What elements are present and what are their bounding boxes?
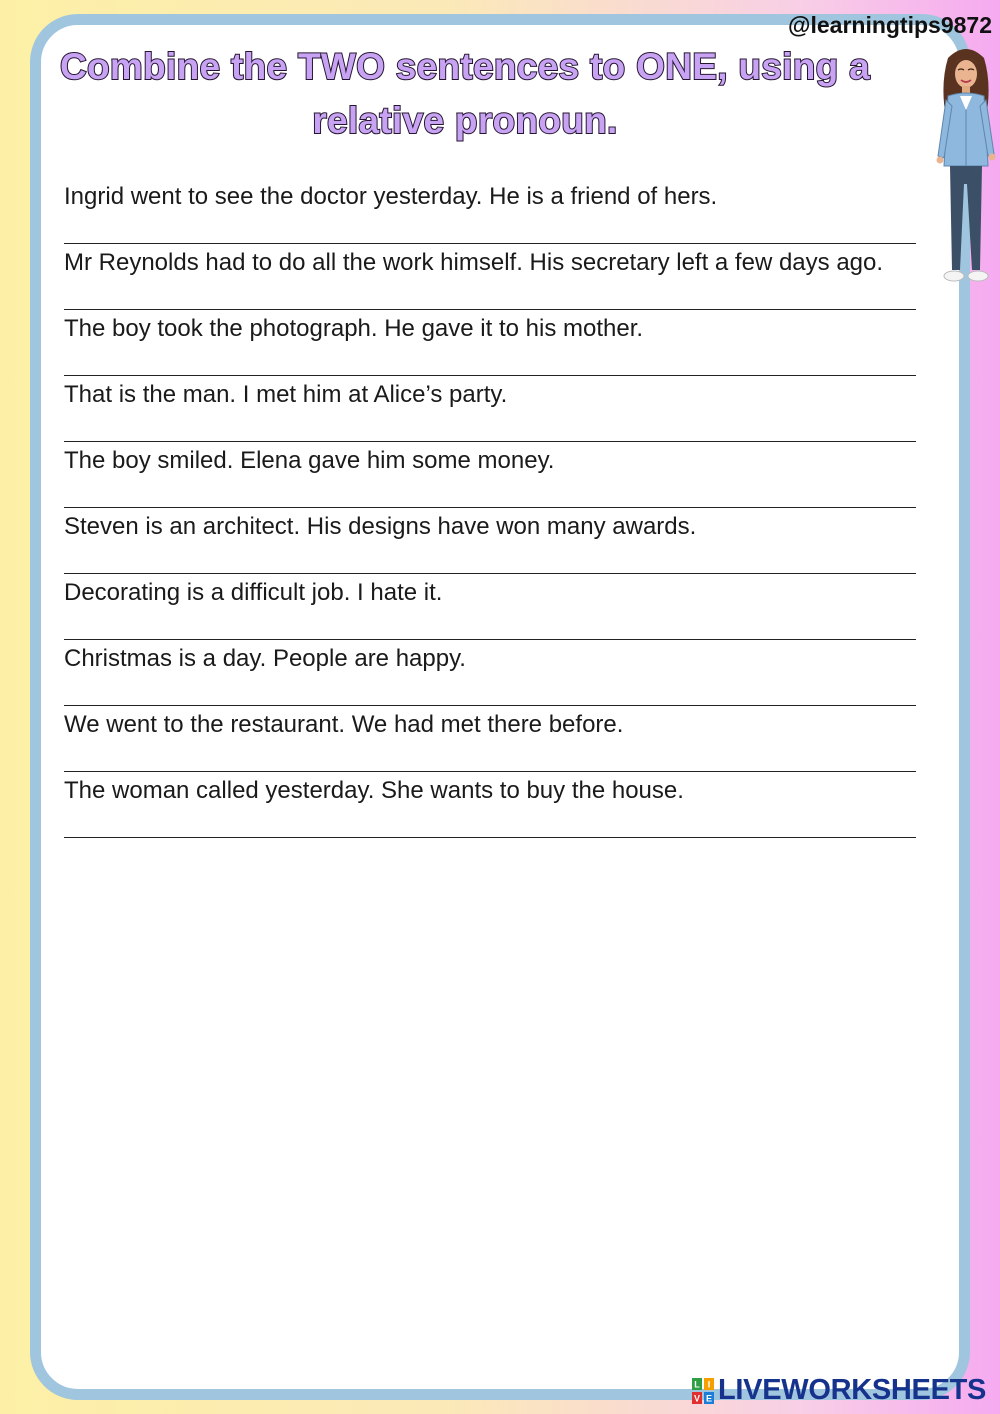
logo-mark-letter: I bbox=[707, 1379, 711, 1389]
exercise-prompt: Steven is an architect. His designs have won many awards. bbox=[64, 513, 697, 540]
exercise-item bbox=[64, 244, 916, 310]
logo-mark-letter: V bbox=[693, 1393, 701, 1403]
answer-line[interactable] bbox=[64, 413, 916, 441]
worksheet-title: Combine the TWO sentences to ONE, using a relative pronoun. bbox=[60, 46, 870, 141]
answer-line[interactable] bbox=[64, 479, 916, 507]
exercise-list bbox=[64, 178, 916, 838]
liveworksheets-logo bbox=[692, 1374, 986, 1407]
exercise-prompt: The boy smiled. Elena gave him some money. bbox=[64, 447, 555, 474]
exercise-item bbox=[64, 706, 916, 772]
exercise-prompt: Ingrid went to see the doctor yesterday. He is a friend of hers. bbox=[64, 183, 718, 210]
exercise-item bbox=[64, 574, 916, 640]
author-handle: @learningtips9872 bbox=[788, 12, 992, 38]
answer-line[interactable] bbox=[64, 281, 916, 309]
exercise-prompt: The woman called yesterday. She wants to buy the house. bbox=[64, 777, 684, 804]
exercise-prompt: The boy took the photograph. He gave it to his mother. bbox=[64, 315, 644, 342]
liveworksheets-mark-icon bbox=[692, 1378, 714, 1404]
exercise-prompt: Mr Reynolds had to do all the work himself. His secretary left a few days ago. bbox=[64, 249, 884, 276]
answer-line[interactable] bbox=[64, 611, 916, 639]
answer-line[interactable] bbox=[64, 677, 916, 705]
exercise-item bbox=[64, 640, 916, 706]
exercise-item bbox=[64, 310, 916, 376]
exercise-prompt: Decorating is a difficult job. I hate it. bbox=[64, 579, 443, 606]
exercise-item bbox=[64, 376, 916, 442]
answer-line[interactable] bbox=[64, 215, 916, 243]
answer-line[interactable] bbox=[64, 545, 916, 573]
exercise-item bbox=[64, 772, 916, 838]
answer-line[interactable] bbox=[64, 743, 916, 771]
exercise-item bbox=[64, 178, 916, 244]
answer-line[interactable] bbox=[64, 347, 916, 375]
exercise-prompt: Christmas is a day. People are happy. bbox=[64, 645, 466, 672]
exercise-item bbox=[64, 508, 916, 574]
logo-text: LIVEWORKSHEETS bbox=[718, 1374, 987, 1406]
logo-mark-letter: L bbox=[694, 1379, 700, 1389]
answer-line[interactable] bbox=[64, 809, 916, 837]
teacher-illustration bbox=[934, 44, 998, 294]
exercise-prompt: That is the man. I met him at Alice’s party. bbox=[64, 381, 508, 408]
exercise-item bbox=[64, 442, 916, 508]
exercise-prompt: We went to the restaurant. We had met there before. bbox=[64, 711, 624, 738]
logo-mark-letter: E bbox=[705, 1393, 713, 1403]
